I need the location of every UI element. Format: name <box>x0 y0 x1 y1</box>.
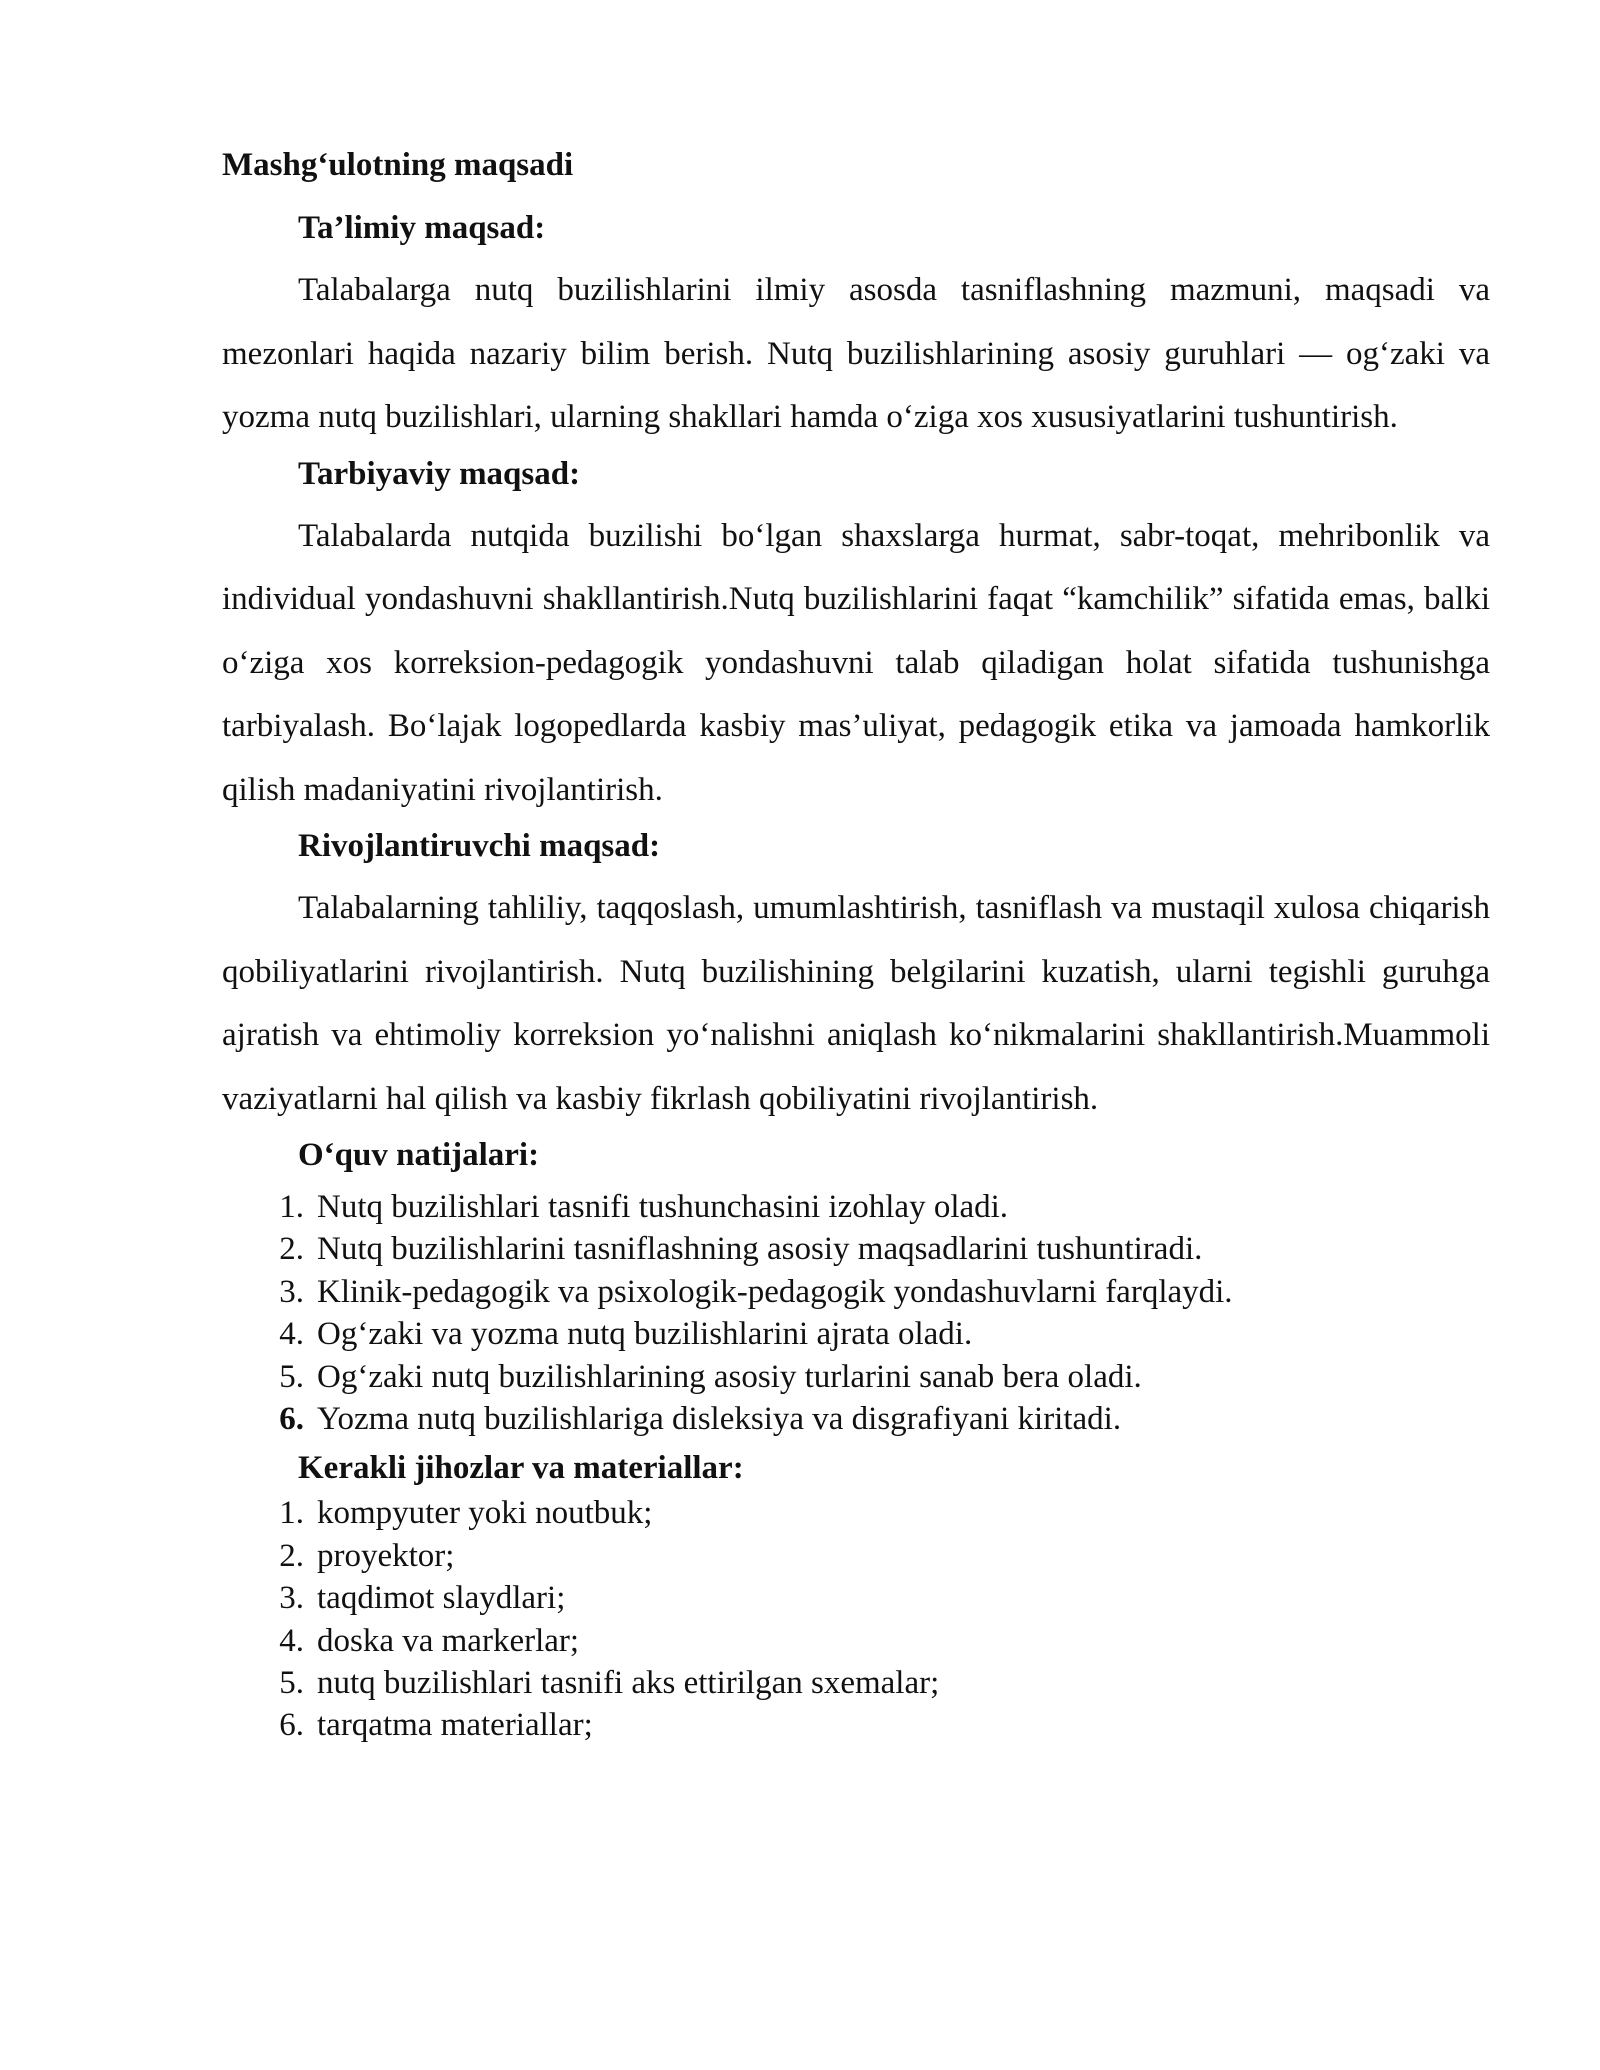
list-item-number: 5. <box>279 1665 304 1702</box>
list-item-text: nutq buzilishlari tasnifi aks ettirilgan sxemalar; <box>317 1665 940 1702</box>
list-item <box>222 1228 1490 1270</box>
list-item-text: Nutq buzilishlarini tasniflashning asosiy maqsadlarini tushuntiradi. <box>317 1231 1203 1268</box>
jihozlar-list <box>222 1492 1490 1746</box>
list-item-number: 3. <box>279 1273 304 1310</box>
list-item <box>222 1271 1490 1313</box>
list-item <box>222 1313 1490 1355</box>
list-item-text: Yozma nutq buzilishlariga disleksiya va disgrafiyani kiritadi. <box>317 1401 1122 1438</box>
list-item <box>222 1398 1490 1440</box>
list-item-number: 1. <box>279 1189 304 1225</box>
list-item <box>222 1535 1490 1577</box>
list-item-text: Og‘zaki va yozma nutq buzilishlarini ajrata oladi. <box>317 1316 973 1353</box>
talimiy-heading: Ta’limiy maqsad: <box>298 210 546 246</box>
list-item <box>222 1186 1490 1228</box>
list-item <box>222 1577 1490 1619</box>
list-item-number: 5. <box>279 1358 304 1395</box>
list-item-text: Og‘zaki nutq buzilishlarining asosiy turlarini sanab bera oladi. <box>317 1358 1142 1395</box>
list-item-number: 2. <box>279 1537 304 1574</box>
list-item-text: Nutq buzilishlari tasnifi tushunchasini izohlay oladi. <box>317 1189 1009 1225</box>
list-item <box>222 1662 1490 1704</box>
list-item <box>222 1620 1490 1662</box>
list-item-text: tarqatma materiallar; <box>317 1707 593 1744</box>
list-item-number: 2. <box>279 1231 304 1268</box>
rivojlantiruvchi-heading: Rivojlantiruvchi maqsad: <box>298 828 661 864</box>
list-item-number: 1. <box>279 1495 304 1532</box>
list-item-number: 3. <box>279 1580 304 1617</box>
list-item-number: 6. <box>279 1401 304 1438</box>
list-item <box>222 1356 1490 1398</box>
list-item-text: kompyuter yoki noutbuk; <box>317 1495 653 1532</box>
list-item-text: Klinik-pedagogik va psixologik-pedagogik yondashuvlarni farqlaydi. <box>317 1273 1233 1310</box>
jihozlar-heading: Kerakli jihozlar va materiallar: <box>298 1450 744 1487</box>
list-item <box>222 1492 1490 1534</box>
document-title: Mashg‘ulotning maqsadi <box>222 147 574 183</box>
list-item <box>222 1704 1490 1746</box>
list-item-text: taqdimot slaydlari; <box>317 1580 566 1617</box>
document-page <box>222 145 1490 1755</box>
tarbiyaviy-heading: Tarbiyaviy maqsad: <box>298 455 581 492</box>
list-item-text: proyektor; <box>317 1537 455 1574</box>
list-item-number: 4. <box>279 1316 304 1353</box>
talimiy-paragraph: Talabalarga nutq buzilishlarini ilmiy asosda tasniflashning mazmuni, maqsadi va mezonlari haqida nazariy bilim berish. Nutq buzilishlarining asosiy guruhlari — og‘zaki va yozma nutq buzilishlari, ularning shakllari hamda o‘ziga xos xususiyatlarini tushuntirish. <box>222 272 1490 435</box>
list-item-number: 4. <box>279 1622 304 1659</box>
list-item-number: 6. <box>279 1707 304 1744</box>
tarbiyaviy-paragraph: Talabalarda nutqida buzilishi bo‘lgan shaxslarga hurmat, sabr-toqat, mehribonlik va individual yondashuvni shakllantirish.Nutq buzilishlarini faqat “kamchilik” sifatida emas, balki o‘ziga xos korreksion-pedagogik yondashuvni talab qiladigan holat sifatida tushunishga tarbiyalash. Bo‘lajak logopedlarda kasbiy mas’uliyat, pedagogik etika va jamoada hamkorlik qilish madaniyatini rivojlantirish. <box>222 517 1490 808</box>
list-item-text: doska va markerlar; <box>317 1622 580 1659</box>
rivojlantiruvchi-paragraph: Talabalarning tahliliy, taqqoslash, umumlashtirish, tasniflash va mustaqil xulosa chiqarish qobiliyatlarini rivojlantirish. Nutq buzilishining belgilarini kuzatish, ularni tegishli guruhga ajratish va ehtimoliy korreksion yo‘nalishni aniqlash ko‘nikmalarini shakllantirish.Muammoli vaziyatlarni hal qilish va kasbiy fikrlash qobiliyatini rivojlantirish. <box>222 890 1490 1117</box>
natijalar-heading: O‘quv natijalari: <box>298 1137 540 1173</box>
natijalar-list <box>222 1186 1490 1440</box>
